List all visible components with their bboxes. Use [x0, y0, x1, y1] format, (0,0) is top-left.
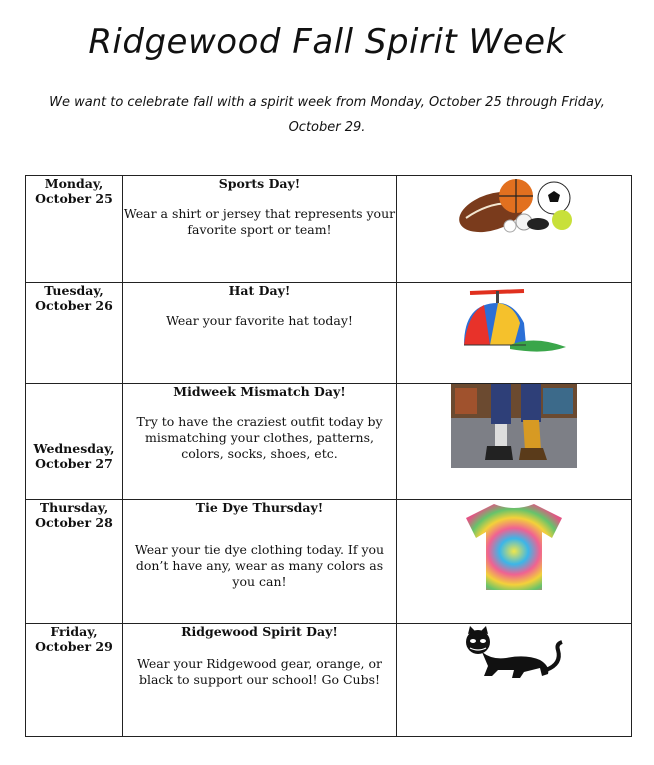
propeller-hat-icon — [454, 283, 574, 357]
day-name: Tuesday, — [44, 283, 104, 298]
theme-title: Tie Dye Thursday! — [195, 500, 324, 515]
theme-title: Ridgewood Spirit Day! — [181, 624, 338, 639]
image-cell — [397, 500, 632, 624]
table-row — [26, 176, 632, 283]
image-cell — [397, 624, 632, 737]
description-cell — [123, 283, 397, 384]
day-date: October 27 — [35, 455, 113, 471]
mismatched-socks-photo — [451, 384, 577, 468]
day-cell — [26, 176, 123, 283]
image-cell — [397, 384, 632, 500]
day-cell — [26, 624, 123, 737]
day-name: Friday, — [50, 624, 98, 639]
theme-title: Hat Day! — [228, 283, 291, 298]
intro-line-2: October 29. — [288, 120, 366, 135]
theme-description: Wear your tie dye clothing today. If you don’t have any, wear as many colors as you can! — [134, 542, 385, 589]
day-cell — [26, 384, 123, 500]
day-date: October 26 — [35, 298, 113, 313]
image-cell — [397, 283, 632, 384]
theme-description: Try to have the craziest outfit today by mismatching your clothes, patterns, colors, socks, shoes, etc. — [136, 414, 383, 461]
sports-balls-icon — [454, 176, 574, 238]
page-title: Ridgewood Fall Spirit Week — [88, 22, 566, 62]
theme-description: Wear a shirt or jersey that represents your favorite sport or team! — [123, 206, 396, 237]
day-date: October 29 — [35, 639, 113, 654]
description-cell — [123, 624, 397, 737]
intro-text — [40, 90, 614, 140]
table-row — [26, 384, 632, 500]
theme-description: Wear your Ridgewood gear, orange, or black to support our school! Go Cubs! — [136, 656, 382, 687]
theme-description: Wear your favorite hat today! — [166, 313, 353, 328]
day-cell — [26, 283, 123, 384]
day-name: Wednesday, — [33, 440, 115, 456]
day-cell — [26, 500, 123, 624]
day-date: October 25 — [35, 191, 113, 206]
table-row — [26, 624, 632, 737]
day-date: October 28 — [35, 515, 113, 530]
day-name: Monday, — [44, 176, 104, 191]
day-name: Thursday, — [39, 500, 109, 515]
description-cell — [123, 384, 397, 500]
intro-line-1: We want to celebrate fall with a spirit week from Monday, October 25 through Friday, — [49, 95, 605, 110]
tie-dye-shirt-icon — [464, 500, 564, 592]
theme-title: Midweek Mismatch Day! — [173, 384, 346, 399]
spirit-week-table — [25, 175, 632, 737]
panther-mascot-icon — [462, 624, 566, 684]
image-cell — [397, 176, 632, 283]
table-row — [26, 500, 632, 624]
description-cell — [123, 176, 397, 283]
table-row — [26, 283, 632, 384]
theme-title: Sports Day! — [218, 176, 301, 191]
description-cell — [123, 500, 397, 624]
